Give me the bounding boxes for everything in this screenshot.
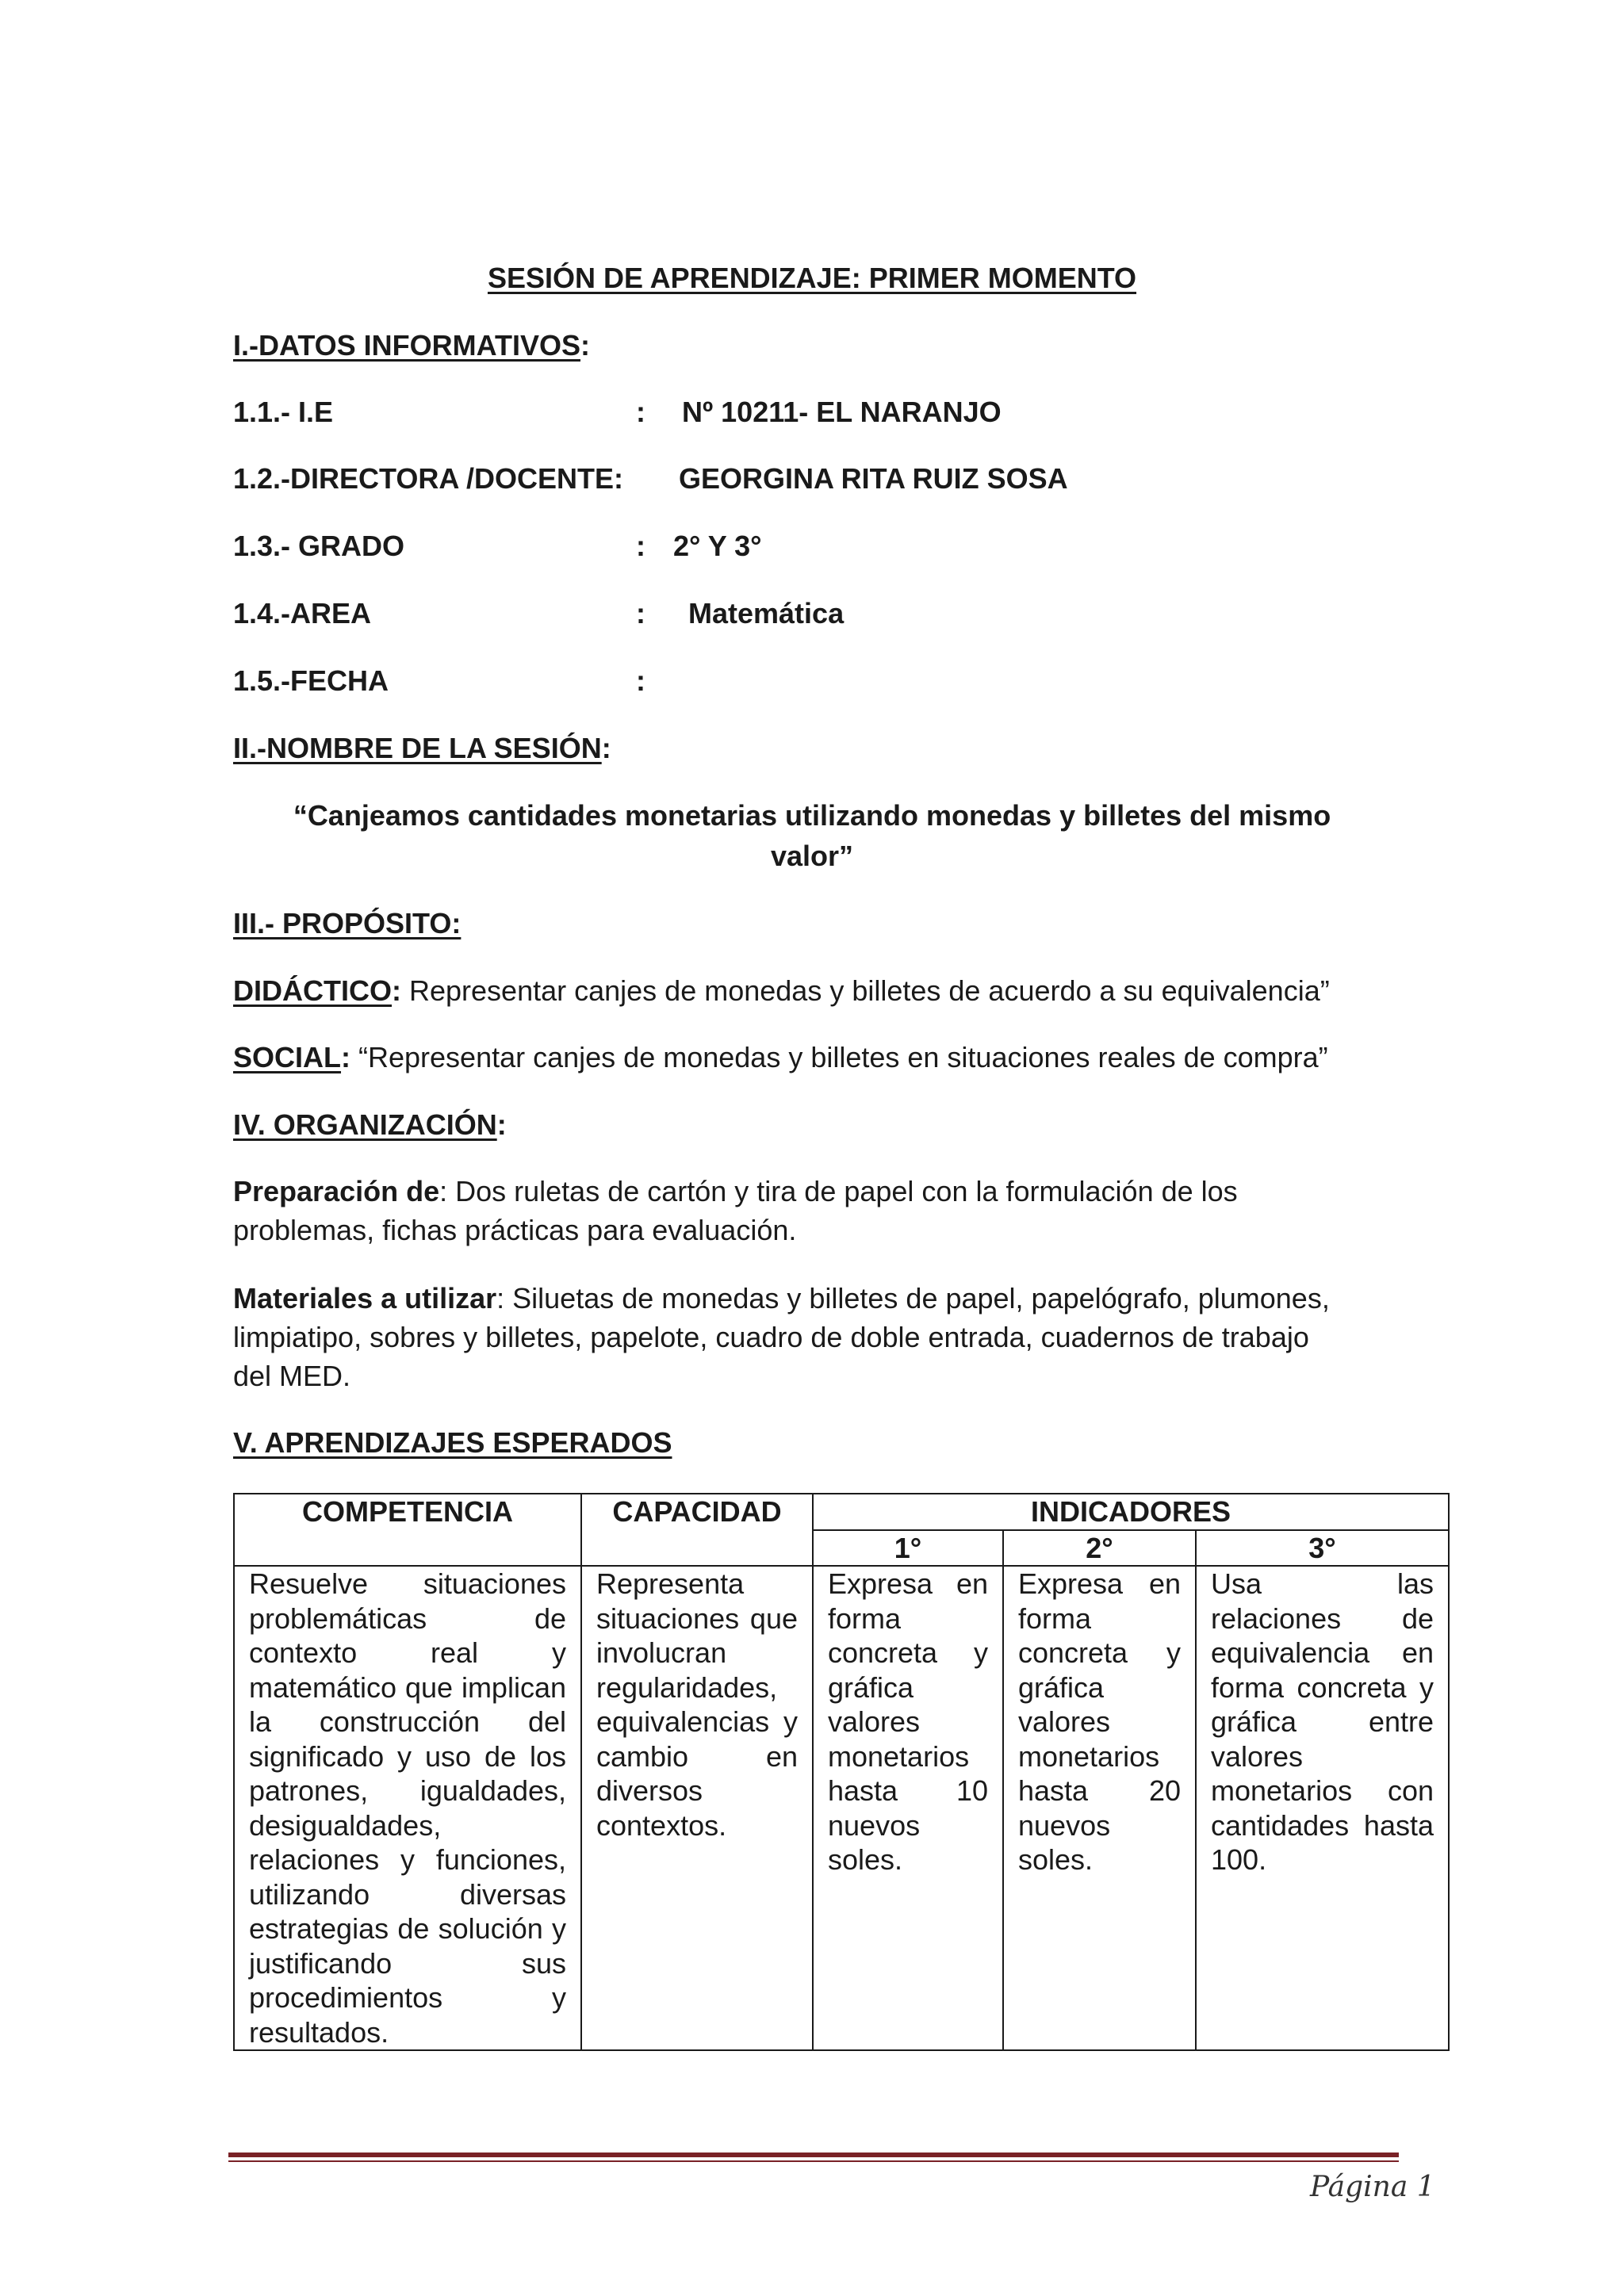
section-datos-heading-text: I.-DATOS INFORMATIVOS	[233, 329, 580, 362]
datos-row-sep-fecha: :	[636, 664, 645, 697]
header-grade-1: 1°	[813, 1530, 1003, 1567]
section-organizacion-heading-text: IV. ORGANIZACIÓN	[233, 1108, 497, 1141]
social-label: SOCIAL	[233, 1041, 342, 1073]
datos-row-sep-ie: :	[636, 396, 645, 428]
table-row	[234, 1566, 1449, 2050]
header-grade-2: 2°	[1003, 1530, 1196, 1567]
didactico-label: DIDÁCTICO	[233, 974, 392, 1007]
page-title: SESIÓN DE APRENDIZAJE: PRIMER MOMENTO	[487, 262, 1137, 294]
datos-row-value-ie: Nº 10211- EL NARANJO	[682, 396, 1002, 428]
cell-indicador-2: Expresa en forma concreta y gráfica valores monetarios hasta 20 nuevos soles.	[1003, 1566, 1196, 2050]
materiales-line-1	[233, 1281, 1330, 1316]
datos-row-label-grado: 1.3.- GRADO	[233, 530, 405, 562]
datos-row-label-area: 1.4.-AREA	[233, 597, 372, 629]
footer-rule	[228, 2152, 1399, 2157]
heading-colon: :	[496, 1108, 507, 1141]
cell-competencia: Resuelve situaciones problemáticas de contexto real y matemático que implican la construcción del significado y uso de los patrones, igualdades, desigualdades, relaciones y funciones, utilizando diversas estrategias de solución y justificando sus procedimientos y resultados.	[234, 1566, 581, 2050]
datos-row-label-ie: 1.1.- I.E	[233, 396, 334, 428]
header-grade-3: 3°	[1196, 1530, 1449, 1567]
materiales-text-1: : Siluetas de monedas y billetes de papel, papelógrafo, plumones,	[496, 1282, 1330, 1314]
datos-row-sep-grado: :	[636, 530, 645, 562]
aprendizajes-table	[233, 1493, 1450, 2051]
cell-indicador-1: Expresa en forma concreta y gráfica valores monetarios hasta 10 nuevos soles.	[813, 1566, 1003, 2050]
page-number: Página 1	[1310, 2171, 1435, 2203]
section-aprendizajes-heading: V. APRENDIZAJES ESPERADOS	[233, 1426, 672, 1459]
session-name-line-2: valor”	[770, 840, 854, 872]
footer-rule-thin	[228, 2160, 1399, 2162]
header-capacidad: CAPACIDAD	[581, 1494, 813, 1566]
section-nombre-heading-text: II.-NOMBRE DE LA SESIÓN	[233, 732, 602, 764]
datos-row-label-docente: 1.2.-DIRECTORA /DOCENTE:	[233, 462, 624, 495]
section-nombre-heading	[233, 731, 611, 766]
session-name-line-1: “Canjeamos cantidades monetarias utilizando monedas y billetes del mismo	[293, 799, 1331, 832]
section-organizacion-heading	[233, 1108, 507, 1142]
datos-row-label-fecha: 1.5.-FECHA	[233, 664, 389, 697]
datos-row-value-docente: GEORGINA RITA RUIZ SOSA	[679, 462, 1068, 495]
preparacion-line-2: problemas, fichas prácticas para evaluación.	[233, 1214, 797, 1246]
preparacion-text-1: : Dos ruletas de cartón y tira de papel con la formulación de los	[439, 1175, 1238, 1207]
heading-colon: :	[601, 732, 611, 764]
didactico-colon: :	[392, 974, 401, 1007]
header-indicadores: INDICADORES	[813, 1494, 1449, 1530]
proposito-social	[233, 1040, 1328, 1075]
cell-capacidad: Representa situaciones que involucran regularidades, equivalencias y cambio en diversos contextos.	[581, 1566, 813, 2050]
heading-colon: :	[580, 329, 590, 362]
cell-indicador-3: Usa las relaciones de equivalencia en forma concreta y gráfica entre valores monetarios con cantidades hasta 100.	[1196, 1566, 1449, 2050]
proposito-didactico	[233, 974, 1330, 1008]
materiales-label: Materiales a utilizar	[233, 1282, 497, 1314]
materiales-line-2: limpiatipo, sobres y billetes, papelote, cuadro de doble entrada, cuadernos de trabajo	[233, 1321, 1309, 1353]
table-header-row	[234, 1494, 1449, 1530]
preparacion-line-1	[233, 1174, 1238, 1209]
datos-row-value-area: Matemática	[688, 597, 845, 629]
section-proposito-heading: III.- PROPÓSITO:	[233, 907, 462, 939]
section-datos-heading	[233, 328, 590, 363]
social-colon: :	[341, 1041, 351, 1073]
materiales-line-3: del MED.	[233, 1360, 351, 1392]
social-text: “Representar canjes de monedas y billetes en situaciones reales de compra”	[350, 1041, 1328, 1073]
preparacion-label: Preparación de	[233, 1175, 440, 1207]
didactico-text: Representar canjes de monedas y billetes de acuerdo a su equivalencia”	[401, 974, 1330, 1007]
header-competencia: COMPETENCIA	[234, 1494, 581, 1566]
datos-row-sep-area: :	[636, 597, 645, 629]
datos-row-value-grado: 2° Y 3°	[673, 530, 762, 562]
